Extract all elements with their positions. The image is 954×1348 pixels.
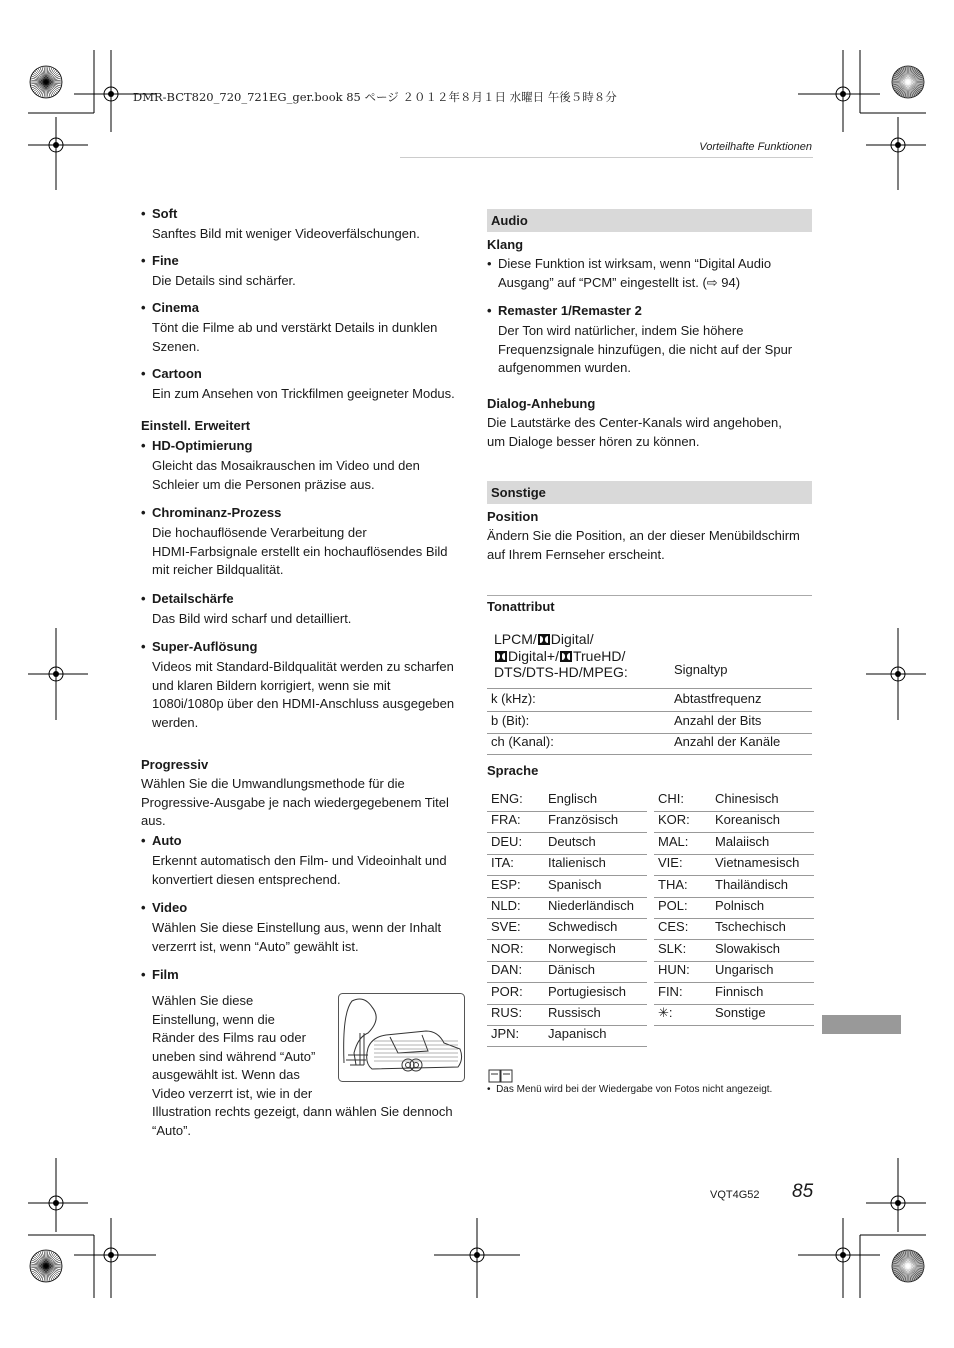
picture-mode-cinema-bullet: • [141,300,146,315]
dialog-heading: Dialog-Anhebung [487,396,596,411]
file-info-line: DMR-BCT820_720_721EG_ger.book 85 ページ ２０１２年８月１日 水曜日 午後５時８分 [133,90,617,104]
language-name: Spanisch [548,876,602,892]
film-desc: Einstellung, wenn die [152,1011,275,1027]
language-code: POL: [658,898,688,913]
dolby-logo-icon [495,651,507,662]
sonstige-section-bar [487,481,812,504]
ton-key: ch (Kanal): [491,734,554,749]
progressiv-item-title: Video [152,900,188,915]
language-name: Deutsch [548,833,596,849]
einstell-item-bullet: • [141,639,146,654]
einstell-item-desc: Schleier um die Personen präzise aus. [152,476,375,492]
running-header: Vorteilhafte Funktionen [699,141,812,153]
ton-digital-plus: Digital+/ [508,647,559,664]
einstell-item-desc: werden. [152,714,199,730]
einstell-item-desc: Das Bild wird scharf und detailliert. [152,611,352,626]
language-code: SVE: [491,919,521,935]
picture-mode-cartoon-desc: Ein zum Ansehen von Trickfilmen geeigneter Modus. [152,386,455,401]
language-name: Thailändisch [715,876,788,892]
film-bullet: • [141,967,146,982]
language-name: Sonstige [715,1005,766,1020]
language-name: Koreanisch [715,812,781,828]
progressiv-item-desc: konvertiert diesen entsprechend. [152,871,341,887]
picture-mode-fine-desc: Die Details sind schärfer. [152,273,296,288]
remaster-desc: Frequenzsignale hinzufügen, die nicht auf der Spur [498,341,793,357]
progressiv-item-title: Auto [152,833,182,848]
model-code: VQT4G52 [710,1189,760,1201]
progressiv-item-desc: Wählen Sie diese Einstellung aus, wenn der Inhalt [152,920,442,935]
calibration-wheel [30,1250,62,1282]
film-desc: uneben sind während “Auto” [152,1048,316,1064]
film-desc: Ränder des Films rau oder [152,1030,306,1046]
sonstige-section-bar-label: Sonstige [491,485,546,500]
einstell-item-desc: Videos mit Standard-Bildqualität werden zu scharfen [152,659,454,674]
language-code: ✳: [658,1005,673,1020]
audio-section-bar-label: Audio [491,213,528,228]
picture-mode-soft-bullet: • [141,206,146,221]
ton-value: Abtastfrequenz [674,691,762,706]
picture-mode-soft-desc: Sanftes Bild mit weniger Videoverfälschungen. [152,226,420,241]
film-desc: Illustration rechts gezeigt, dann wählen Sie dennoch [152,1104,453,1119]
language-row-rule [654,1025,814,1026]
ton-lpcm: LPCM/ [494,631,537,647]
einstell-item-title: Chrominanz-Prozess [152,505,282,520]
remaster-bullet: • [487,303,492,318]
ton-value: Anzahl der Kanäle [674,734,781,749]
einstell-item-desc: Die hochauflösende Verarbeitung der [152,525,367,540]
ton-truehd: TrueHD/ [572,647,626,664]
remaster-title: Remaster 1/Remaster 2 [498,303,642,318]
ton-key: k (kHz): [491,691,536,706]
language-name: Vietnamesisch [715,855,800,871]
progressiv-item-bullet: • [141,900,146,915]
language-code: FRA: [491,812,521,828]
left-column [141,0,471,1150]
language-code: VIE: [658,855,683,871]
language-row-rule [487,1046,647,1047]
film-title: Film [152,967,179,982]
einstell-item-bullet: • [141,591,146,606]
language-code: ESP: [491,876,521,892]
ton-key: b (Bit): [491,712,530,728]
einstell-item-desc: mit reicher Bildqualität. [152,562,284,578]
picture-mode-cartoon-bullet: • [141,366,146,381]
remaster-desc: aufgenommen wurden. [498,360,631,376]
dialog-desc: um Dialoge besser hören zu können. [487,433,700,449]
language-name: Russisch [548,1005,601,1020]
calibration-wheel [892,1250,924,1282]
einstell-item-bullet: • [141,438,146,453]
language-name: Portugiesisch [548,983,627,999]
ton-digital: Digital/ [550,631,594,647]
picture-mode-fine-title: Fine [152,253,179,268]
signaltyp-header: Signaltyp [674,662,728,677]
einstell-item-desc: 1080i/1080p über den HDMI-Anschluss ausgegeben [152,696,455,712]
picture-mode-soft-title: Soft [152,206,178,221]
picture-mode-cinema-desc: Tönt die Filme ab und verstärkt Details in dunklen [152,320,438,335]
progressiv-desc: Progressive-Ausgabe je nach wiedergegebenem Titel [141,794,449,810]
language-name: Slowakisch [715,940,781,956]
einstell-item-title: Super-Auflösung [152,639,258,654]
position-heading: Position [487,509,539,524]
einstell-item-desc: HDMI-Farbsignale erstellt ein hochauflösendes Bild [152,543,448,559]
note-book-icon [488,1069,514,1083]
ton-row-rule [487,754,812,755]
einstell-item-title: Detailschärfe [152,591,234,606]
audio-section-bar [487,209,812,232]
progressiv-item-desc: verzerrt ist, wenn “Auto” gewählt ist. [152,938,359,954]
film-desc: “Auto”. [152,1122,192,1138]
language-name: Polnisch [715,898,765,913]
language-code: DAN: [491,962,523,978]
language-name: Finnisch [715,983,764,999]
language-code: CES: [658,919,689,935]
progressiv-desc: Wählen Sie die Umwandlungsmethode für die [141,776,405,791]
distorted-car-illustration [338,993,465,1082]
language-code: JPN: [491,1026,520,1042]
language-code: MAL: [658,833,689,849]
picture-mode-cartoon-title: Cartoon [152,366,202,381]
klang-bullet: • [487,256,492,271]
position-desc: auf Ihrem Fernseher erscheint. [487,546,665,562]
klang-note: Ausgang” auf “PCM” eingestellt ist. (⇨ 94) [498,274,741,290]
film-desc: ausgewählt ist. Wenn das [152,1067,300,1083]
right-column [487,0,817,1110]
klang-heading: Klang [487,237,524,252]
section-thumb-tab [822,1015,901,1034]
language-code: NOR: [491,940,524,956]
dialog-desc: Die Lautstärke des Center-Kanals wird angehoben, [487,415,782,430]
film-desc: Wählen Sie diese [152,993,254,1008]
progressiv-item-desc: Erkennt automatisch den Film- und Videoinhalt und [152,853,447,868]
progressiv-item-bullet: • [141,833,146,848]
language-name: Tschechisch [715,919,786,935]
remaster-desc: Der Ton wird natürlicher, indem Sie höhere [498,323,744,338]
calibration-wheel [30,66,62,98]
language-name: Englisch [548,791,598,806]
language-name: Japanisch [548,1026,607,1042]
language-name: Schwedisch [548,919,618,935]
language-name: Französisch [548,812,619,828]
language-code: RUS: [491,1005,523,1020]
picture-mode-cinema-desc: Szenen. [152,338,200,354]
calibration-wheel [892,66,924,98]
progressiv-heading: Progressiv [141,757,209,772]
language-code: HUN: [658,962,690,978]
language-code: SLK: [658,940,687,956]
language-name: Norwegisch [548,940,616,956]
page-number: 85 [792,1181,814,1202]
ton-dts: DTS/DTS-HD/MPEG: [494,664,628,680]
dolby-logo-icon [560,651,572,662]
sprache-heading: Sprache [487,763,539,778]
ton-value: Anzahl der Bits [674,712,762,728]
footnote-text: Das Menü wird bei der Wiedergabe von Fotos nicht angezeigt. [496,1084,773,1095]
language-code: FIN: [658,983,683,999]
footnote: • Das Menü wird bei der Wiedergabe von Fotos nicht angezeigt. [487,1084,773,1095]
language-code: THA: [658,876,688,892]
language-code: NLD: [491,898,521,913]
tonattribut-heading: Tonattribut [487,599,555,614]
language-code: CHI: [658,791,684,806]
einstell-item-title: HD-Optimierung [152,438,253,453]
tonattribut-rule-top [487,595,812,596]
tonattribut-rule [487,688,812,689]
ton-row-rule [487,711,812,712]
picture-mode-fine-bullet: • [141,253,146,268]
language-code: KOR: [658,812,690,828]
language-name: Dänisch [548,962,595,978]
progressiv-desc: aus. [141,813,166,829]
language-code: ENG: [491,791,523,806]
language-code: POR: [491,983,523,999]
language-name: Niederländisch [548,898,634,913]
einstell-heading: Einstell. Erweitert [141,418,251,433]
language-name: Italienisch [548,855,606,871]
language-name: Ungarisch [715,962,774,978]
language-code: ITA: [491,855,514,871]
einstell-item-desc: und klaren Bildern korrigiert, wenn sie mit [152,677,391,693]
language-code: DEU: [491,833,523,849]
dolby-logo-icon [538,634,550,645]
language-name: Malaiisch [715,833,770,849]
einstell-item-desc: Gleicht das Mosaikrauschen im Video und den [152,458,420,473]
film-desc: Video verzerrt ist, wie in der [152,1086,313,1101]
position-desc: Ändern Sie die Position, an der dieser Menübildschirm [487,528,800,543]
picture-mode-cinema-title: Cinema [152,300,199,315]
klang-note: Diese Funktion ist wirksam, wenn “Digital Audio [498,256,772,271]
tonattribut-header-cell [494,631,674,681]
language-name: Chinesisch [715,791,779,806]
einstell-item-bullet: • [141,505,146,520]
